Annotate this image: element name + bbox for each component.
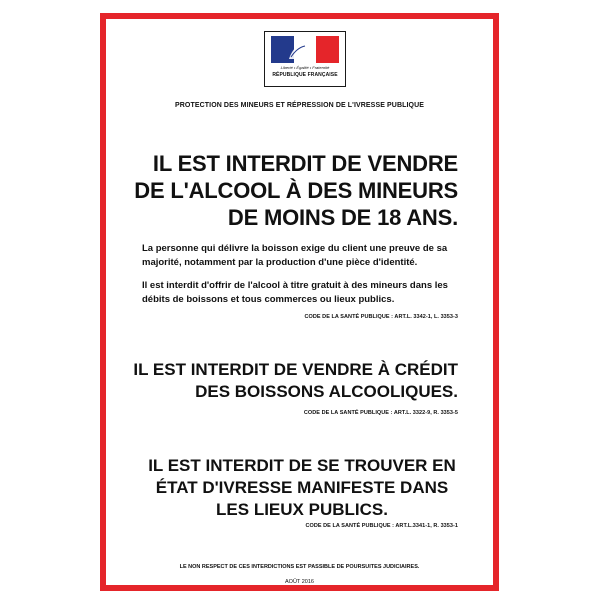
footer-notice: LE NON RESPECT DE CES INTERDICTIONS EST PASSIBLE DE POURSUITES JUDICIAIRES.	[179, 564, 420, 570]
headline-line: IL EST INTERDIT DE VENDRE	[152, 151, 458, 176]
section1-paragraph-2: Il est interdit d'offrir de l'alcool à titre gratuit à des mineurs dans les débits de boissons et tous commerces ou lieux publics.	[142, 280, 448, 305]
headline-line: IL EST INTERDIT DE SE TROUVER EN	[148, 456, 456, 475]
logo-motto: Liberté • Égalité • Fraternité	[280, 65, 330, 70]
section2-code-reference: CODE DE LA SANTÉ PUBLIQUE : ART.L. 3322-9, R. 3353-5	[303, 410, 458, 416]
marianne-logo	[264, 31, 346, 87]
poster	[100, 13, 499, 591]
headline-line: DE MOINS DE 18 ANS.	[227, 205, 458, 230]
section3-headline	[139, 455, 465, 521]
headline-line: DE L'ALCOOL À DES MINEURS	[134, 178, 458, 203]
poster-header: PROTECTION DES MINEURS ET RÉPRESSION DE L'IVRESSE PUBLIQUE	[175, 102, 424, 109]
section2-headline	[118, 359, 458, 403]
footer-date: AOÛT 2016	[285, 579, 314, 585]
logo-name: RÉPUBLIQUE FRANÇAISE	[272, 72, 338, 78]
headline-line: ÉTAT D'IVRESSE MANIFESTE DANS	[155, 478, 449, 497]
headline-line: LES LIEUX PUBLICS.	[216, 500, 388, 519]
marianne-profile-icon	[283, 37, 323, 63]
headline-line: IL EST INTERDIT DE VENDRE À CRÉDIT	[133, 360, 458, 379]
section3-code-reference: CODE DE LA SANTÉ PUBLIQUE : ART.L.3341-1, R. 3353-1	[305, 523, 458, 529]
section1-headline	[118, 150, 458, 231]
section1-code-reference: CODE DE LA SANTÉ PUBLIQUE : ART.L. 3342-1, L. 3353-3	[304, 314, 458, 320]
headline-line: DES BOISSONS ALCOOLIQUES.	[195, 382, 458, 401]
section1-paragraph-1: La personne qui délivre la boisson exige du client une preuve de sa majorité, notamment par la production d'une pièce d'identité.	[142, 243, 448, 268]
